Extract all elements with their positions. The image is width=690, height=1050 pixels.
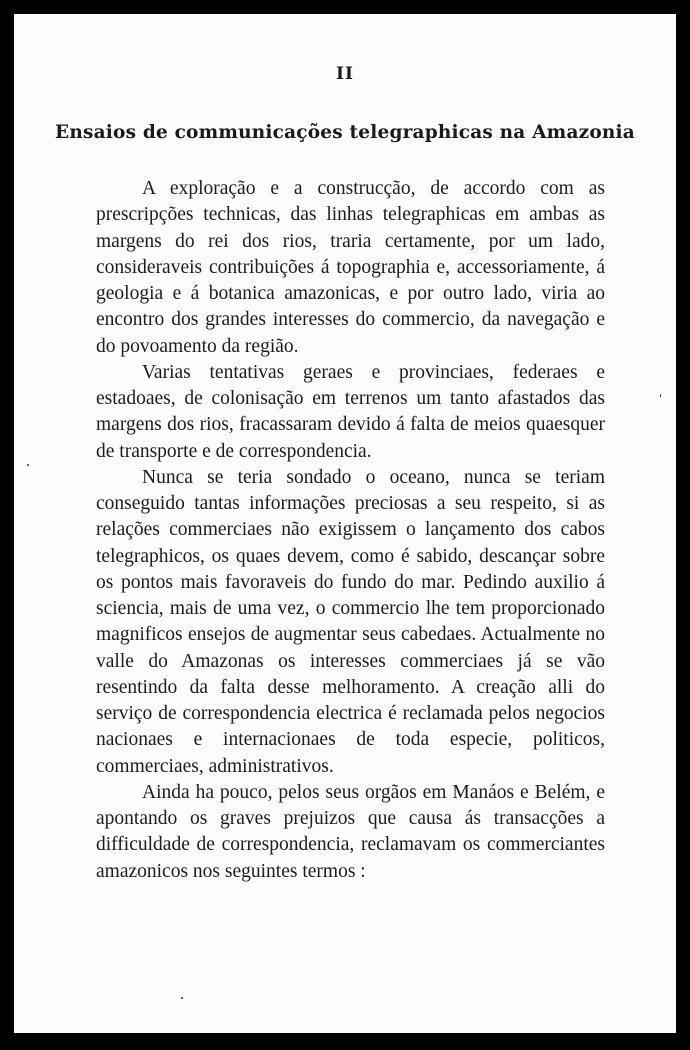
paragraph-4: Ainda ha pouco, pelos seus orgãos em Manáos e Belém, e apontando os graves prejuizos que causa ás transacções a difficuldade de correspondencia, reclamavam os commerciantes amazonicos nos seguintes termos : <box>96 781 605 882</box>
print-speck <box>27 464 29 466</box>
page-number: II <box>336 64 354 84</box>
body-text <box>96 176 605 885</box>
print-speck <box>181 997 183 999</box>
document-page <box>14 14 676 1033</box>
print-speck <box>660 394 661 397</box>
chapter-title: Ensaios de communicações telegraphicas na Amazonia <box>55 122 635 143</box>
paragraph-3: Nunca se teria sondado o oceano, nunca se teriam conseguido tantas informações preciosas a seu respeito, si as relações commerciaes não exigissem o lançamento dos cabos telegraphicos, os quaes devem, como é sabido, descançar sobre os pontos mais favoraveis do fundo do mar. Pedindo auxilio á sciencia, mais de uma vez, o commercio lhe tem proporcionado magnificos ensejos de augmentar seus cabedaes. Actualmente no valle do Amazonas os interesses commerciaes já se vão resentindo da falta desse melhoramento. A creação alli do serviço de correspondencia electrica é reclamada pelos negocios nacionaes e internacionaes de toda especie, politicos, commerciaes, administrativos. <box>96 466 605 777</box>
paragraph-2: Varias tentativas geraes e provinciaes, federaes e estadoaes, de colonisação em terrenos um tanto afastados das margens dos rios, fracassaram devido á falta de meios quaesquer de transporte e de correspondencia. <box>96 361 605 462</box>
paragraph-1: A exploração e a construcção, de accordo com as prescripções technicas, das linhas telegraphicas em ambas as margens do rei dos rios, traria certamente, por um lado, consideraveis contribuições á topographia e, accessoriamente, á geologia e á botanica amazonicas, e por outro lado, viria ao encontro dos grandes interesses do commercio, da navegação e do povoamento da região. <box>96 178 605 357</box>
